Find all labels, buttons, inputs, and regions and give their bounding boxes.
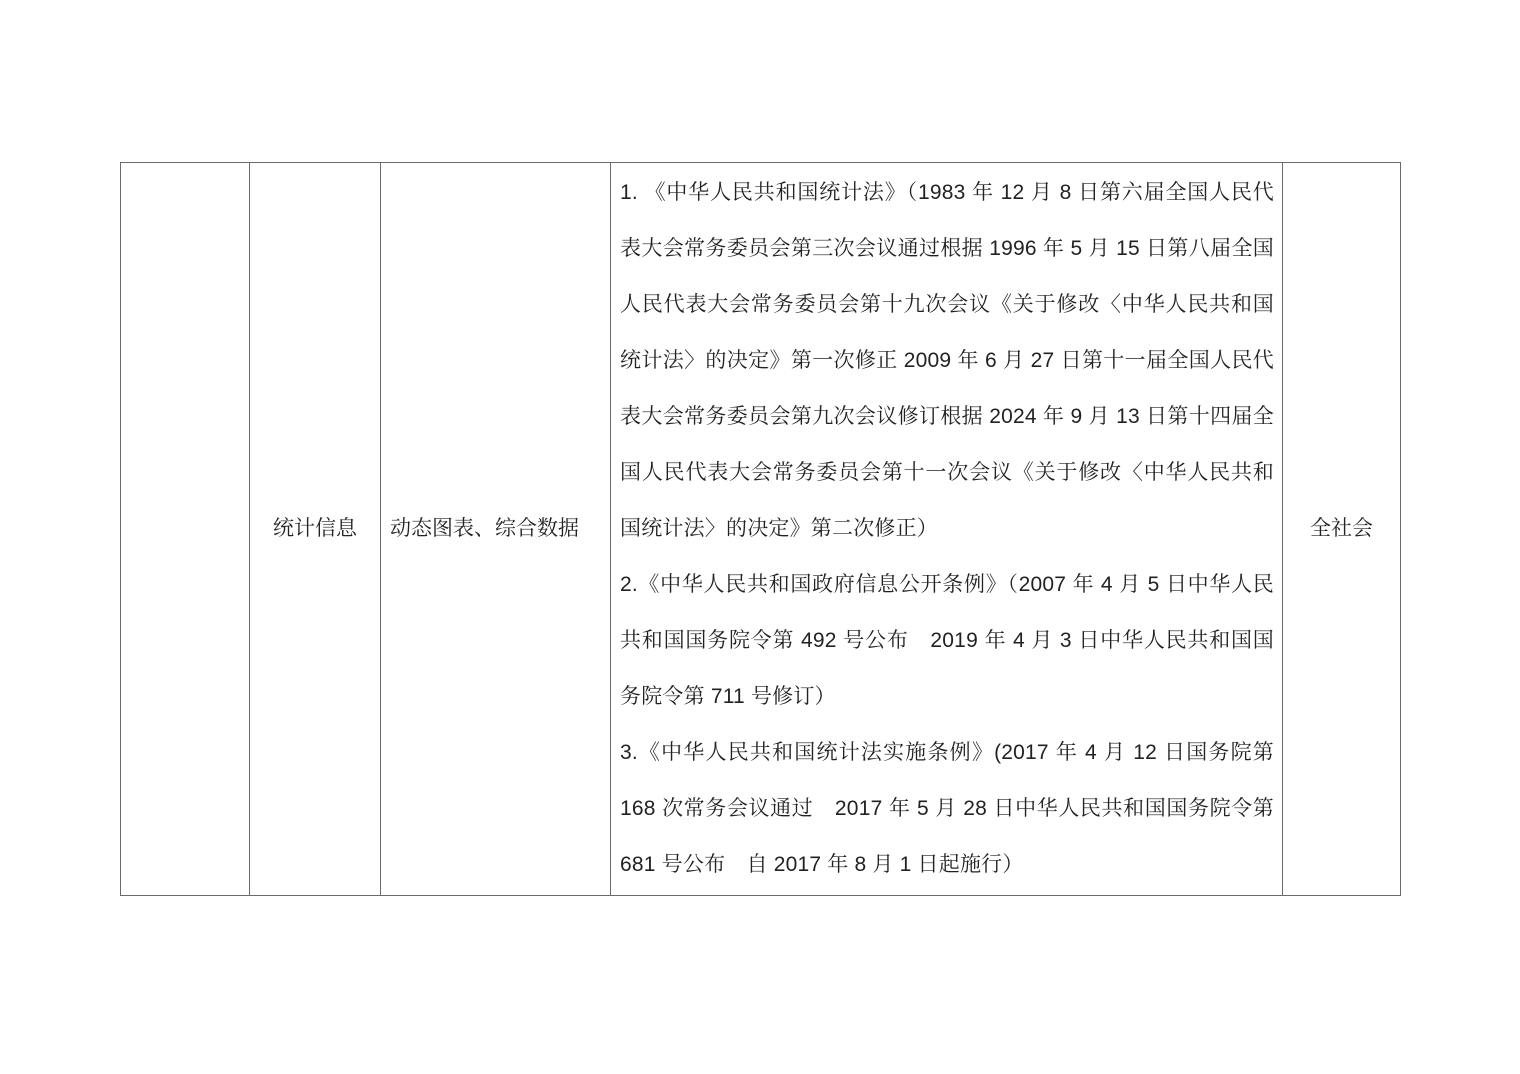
table-row (121, 163, 1401, 896)
audience-cell: 全社会 (1283, 163, 1401, 896)
legal-basis-cell (611, 163, 1283, 896)
content-cell: 动态图表、综合数据 (381, 163, 611, 896)
legal-basis-item-2: 2.《中华人民共和国政府信息公开条例》（2007 年 4 月 5 日中华人民共和国国务院令第 492 号公布 2019 年 4 月 3 日中华人民共和国国务院令第 711 号修订） (620, 573, 1274, 708)
disclosure-table (120, 162, 1401, 896)
category-cell: 统计信息 (250, 163, 381, 896)
empty-cell (121, 163, 250, 896)
legal-basis-item-1: 1. 《中华人民共和国统计法》（1983 年 12 月 8 日第六届全国人民代表大会常务委员会第三次会议通过根据 1996 年 5 月 15 日第八届全国人民代表大会常务委员会第十九次会议《关于修改〈中华人民共和国统计法〉的决定》第一次修正 2009 年 6 月 27 日第十一届全国人民代表大会常务委员会第九次会议修订根据 2024 年 9 月 13 日第十四届全国人民代表大会常务委员会第十一次会议《关于修改〈中华人民共和国统计法〉的决定》第二次修正） (620, 181, 1274, 540)
legal-basis-item-3: 3.《中华人民共和国统计法实施条例》(2017 年 4 月 12 日国务院第 168 次常务会议通过 2017 年 5 月 28 日中华人民共和国国务院令第 681 号公布 自 2017 年 8 月 1 日起施行） (620, 741, 1274, 876)
